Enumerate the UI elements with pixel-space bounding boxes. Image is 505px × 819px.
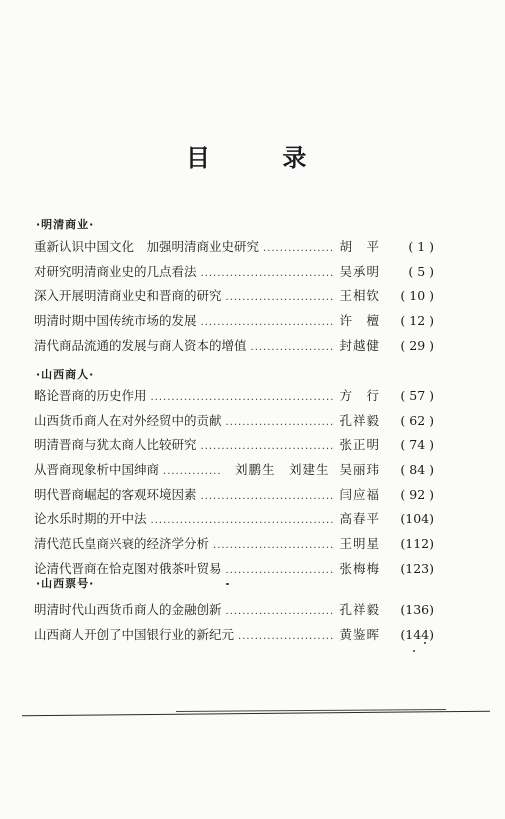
leader-dots <box>226 565 336 576</box>
leader-dots <box>226 606 336 617</box>
entry-author: 黄鉴晖 <box>339 626 380 642</box>
ink-speck <box>424 642 426 644</box>
entry-author: 高春平 <box>339 511 380 527</box>
entry-coauthors: 刘鹏生 刘建生 <box>234 462 330 478</box>
page-title: 目 录 <box>186 143 339 172</box>
entry-author: 张正明 <box>339 437 380 453</box>
section-heading-shanxi-merchants: ·山西商人· <box>36 368 95 381</box>
leader-dots <box>226 292 336 303</box>
toc-entry[interactable] <box>34 386 434 411</box>
entry-author: 吴丽玮 <box>339 462 380 478</box>
ink-speck <box>226 583 229 585</box>
entry-page: ( 57 ) <box>400 388 434 403</box>
entry-page: ( 92 ) <box>400 486 434 502</box>
entry-author: 张梅梅 <box>339 560 380 576</box>
toc-entry[interactable] <box>34 435 434 460</box>
toc-entry[interactable] <box>34 311 434 336</box>
leader-dots <box>238 631 335 642</box>
divider-line <box>22 711 490 717</box>
toc-entry[interactable] <box>34 534 434 559</box>
entry-page: ( 1 ) <box>408 239 434 254</box>
entry-title: 明清时期中国传统市场的发展 <box>34 313 197 329</box>
toc-entry[interactable] <box>34 411 434 436</box>
section-heading-ming-qing-commerce: ·明清商业· <box>36 218 95 231</box>
toc-entry[interactable] <box>34 262 434 287</box>
entry-author: 闫应福 <box>339 486 380 502</box>
entry-title: 从晋商现象析中国绅商 <box>34 462 160 478</box>
leader-dots <box>251 342 336 353</box>
leader-dots <box>151 392 336 403</box>
toc-entry[interactable] <box>34 485 434 510</box>
entry-page: ( 12 ) <box>400 313 434 329</box>
entry-page: ( 10 ) <box>400 288 434 304</box>
entry-title: 重新认识中国文化 加强明清商业史研究 <box>34 239 260 254</box>
entry-title: 论水乐时期的开中法 <box>34 511 147 527</box>
toc-entry[interactable] <box>34 600 434 625</box>
entry-author: 王明星 <box>339 536 380 552</box>
entry-title: 明清晋商与犹太商人比较研究 <box>34 437 197 453</box>
entry-title: 略论晋商的历史作用 <box>34 388 147 403</box>
entry-title: 山西货币商人在对外经贸中的贡献 <box>34 412 222 428</box>
toc-entry[interactable] <box>34 509 434 534</box>
leader-dots <box>201 441 336 452</box>
toc-entry[interactable] <box>34 625 434 650</box>
ink-speck <box>413 650 415 652</box>
entry-author: 吴承明 <box>339 263 380 279</box>
leader-dots <box>201 491 336 502</box>
entry-page: ( 62 ) <box>400 412 434 428</box>
entry-page: ( 29 ) <box>400 337 434 353</box>
leader-dots <box>201 268 336 279</box>
entry-author: 方 行 <box>339 388 380 403</box>
toc-section-1 <box>34 237 434 360</box>
leader-dots <box>201 317 336 328</box>
toc-entry[interactable] <box>34 286 434 311</box>
entry-page: (104) <box>400 511 434 527</box>
entry-title: 山西商人开创了中国银行业的新纪元 <box>34 626 235 642</box>
entry-page: (112) <box>400 536 434 552</box>
entry-author: 胡 平 <box>339 239 380 254</box>
section-heading-shanxi-piaohao: ·山西票号· <box>36 577 95 590</box>
entry-title: 明代晋商崛起的客观环境因素 <box>34 486 197 502</box>
entry-page: (144) <box>400 626 434 642</box>
entry-page: (136) <box>400 602 434 617</box>
entry-title: 深入开展明清商业史和晋商的研究 <box>34 288 222 304</box>
entry-title: 对研究明清商业史的几点看法 <box>34 263 197 279</box>
entry-author: 王相钦 <box>339 288 380 304</box>
toc-section-2 <box>34 386 434 584</box>
leader-dots <box>163 466 221 477</box>
entry-title: 论清代晋商在恰克图对俄茶叶贸易 <box>34 560 222 576</box>
toc-entry[interactable] <box>34 336 434 361</box>
leader-dots <box>213 540 335 551</box>
toc-section-3 <box>34 600 434 649</box>
leader-dots <box>263 243 335 254</box>
leader-dots <box>226 417 336 428</box>
entry-page: ( 5 ) <box>408 263 434 279</box>
entry-author: 孔祥毅 <box>339 602 380 617</box>
entry-page: ( 84 ) <box>400 462 434 478</box>
entry-title: 明清时代山西货币商人的金融创新 <box>34 602 222 617</box>
entry-author: 孔祥毅 <box>339 412 380 428</box>
entry-title: 清代范氏皇商兴衰的经济学分析 <box>34 536 210 552</box>
entry-author: 封越健 <box>339 337 380 353</box>
toc-entry[interactable] <box>34 460 434 485</box>
toc-entry[interactable] <box>34 237 434 262</box>
entry-title: 清代商品流通的发展与商人资本的增值 <box>34 337 247 353</box>
entry-page: ( 74 ) <box>400 437 434 453</box>
leader-dots <box>151 515 336 526</box>
entry-page: (123) <box>400 560 434 576</box>
entry-author: 许 檀 <box>339 313 380 329</box>
